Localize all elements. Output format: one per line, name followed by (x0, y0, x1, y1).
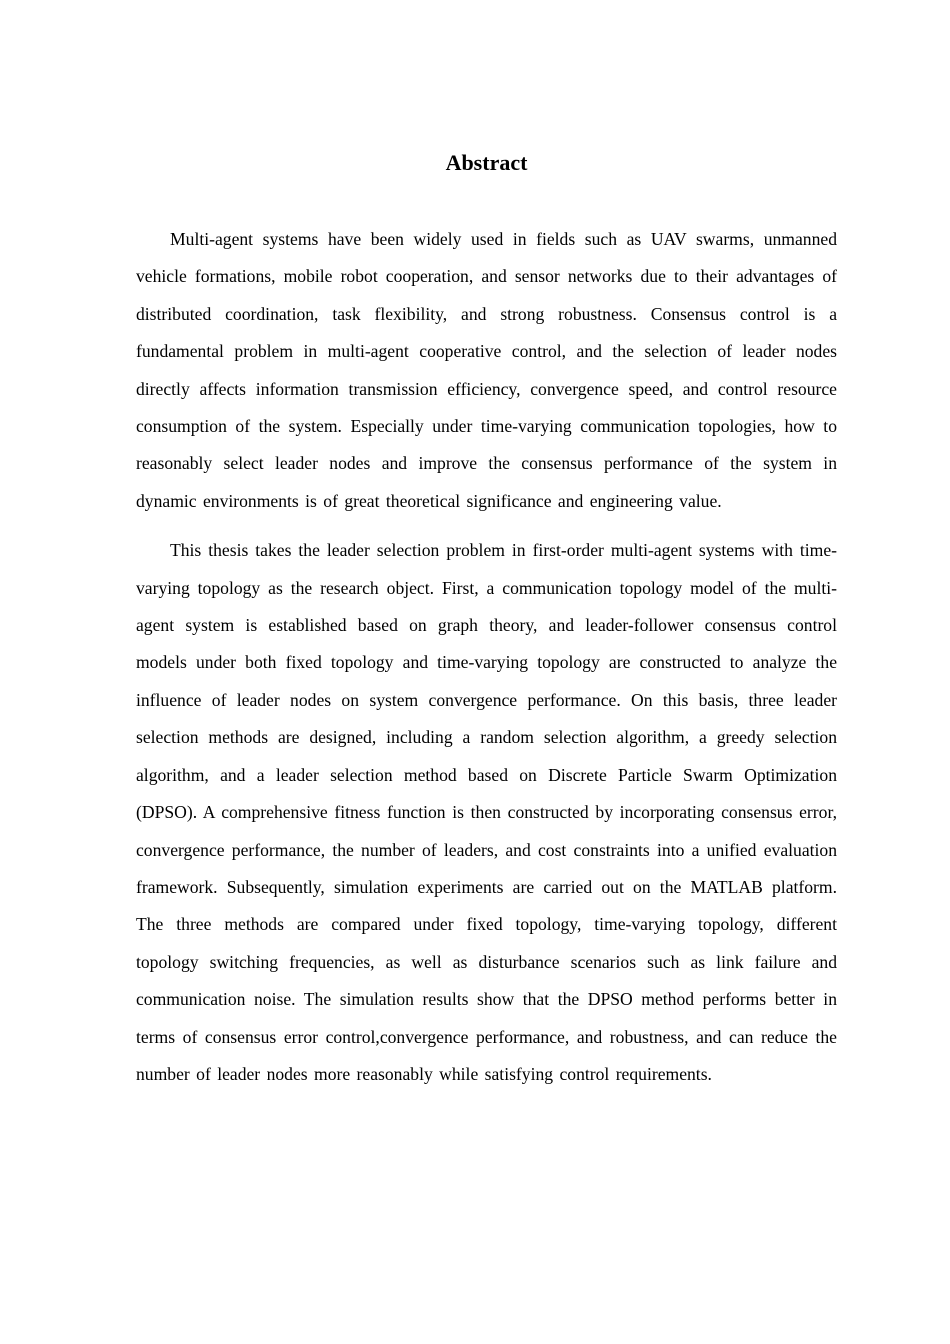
abstract-title: Abstract (445, 150, 528, 175)
abstract-paragraph-1: Multi-agent systems have been widely used in fields such as UAV swarms, unmanned vehicle formations, mobile robot cooperation, and sensor networks due to their advantages of distributed coordination, task flexibility, and strong robustness. Consensus control is a fundamental problem in multi-agent cooperative control, and the selection of leader nodes directly affects information transmission efficiency, convergence speed, and control resource consumption of the system. Especially under time-varying communication topologies, how to reasonably select leader nodes and improve the consensus performance of the system in dynamic environments is of great theoretical significance and engineering value. (136, 229, 837, 511)
abstract-body (136, 221, 837, 1105)
abstract-paragraph-2: This thesis takes the leader selection problem in first-order multi-agent systems with time-varying topology as the research object. First, a communication topology model of the multi-agent system is established based on graph theory, and leader-follower consensus control models under both fixed topology and time-varying topology are constructed to analyze the influence of leader nodes on system convergence performance. On this basis, three leader selection methods are designed, including a random selection algorithm, a greedy selection algorithm, and a leader selection method based on Discrete Particle Swarm Optimization (DPSO). A comprehensive fitness function is then constructed by incorporating consensus error, convergence performance, the number of leaders, and cost constraints into a unified evaluation framework. Subsequently, simulation experiments are carried out on the MATLAB platform. The three methods are compared under fixed topology, time-varying topology, different topology switching frequencies, as well as disturbance scenarios such as link failure and communication noise. The simulation results show that the DPSO method performs better in terms of consensus error control,convergence performance, and robustness, and can reduce the number of leader nodes more reasonably while satisfying control requirements. (136, 540, 837, 1084)
